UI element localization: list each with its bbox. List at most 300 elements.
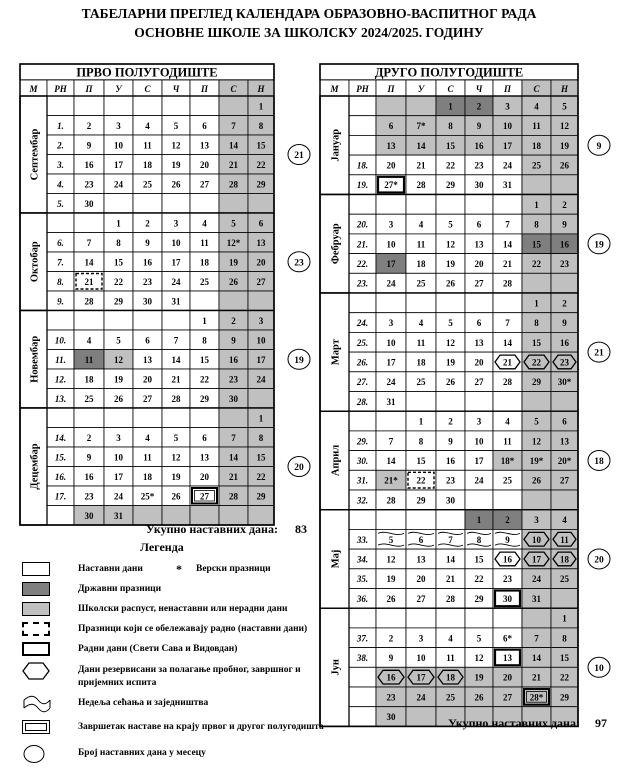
day-number: 6 xyxy=(476,318,482,329)
day-number: 24 xyxy=(114,491,123,502)
day-count: 23 xyxy=(294,258,304,269)
day-cell xyxy=(219,291,248,311)
day-number: 13 xyxy=(386,140,396,151)
day-number: 2 xyxy=(86,432,92,443)
day-number: 15 xyxy=(256,140,266,151)
day-number: 8 xyxy=(258,120,264,131)
day-number: 13 xyxy=(416,554,426,565)
header-label: Ч xyxy=(172,84,180,94)
day-number: 29 xyxy=(532,377,541,388)
semester-2-table xyxy=(320,64,610,726)
month-name: Март xyxy=(330,339,342,366)
week-number: 20. xyxy=(356,219,369,230)
day-number: 15 xyxy=(114,257,123,268)
day-count: 19 xyxy=(594,240,604,251)
day-number: 25 xyxy=(84,393,94,404)
day-number: 28* xyxy=(529,692,544,703)
header-label: У xyxy=(115,84,122,94)
day-cell xyxy=(376,608,406,628)
day-number: 14 xyxy=(503,337,512,348)
day-cell xyxy=(162,408,190,428)
day-number: 9 xyxy=(448,436,453,447)
week-cell xyxy=(349,707,376,727)
day-number: 14 xyxy=(446,554,455,565)
month-name: Септембар xyxy=(29,128,41,181)
week-cell xyxy=(47,311,74,331)
day-number: 12 xyxy=(446,239,455,250)
week-number: 7. xyxy=(57,257,64,268)
day-number: 31 xyxy=(503,180,512,191)
day-number: 31 xyxy=(386,396,396,407)
month-name: Април xyxy=(330,444,342,477)
day-number: 10 xyxy=(474,436,484,447)
header-label: С xyxy=(144,84,151,94)
week-number: 9. xyxy=(57,296,64,307)
day-number: 7* xyxy=(416,121,426,132)
legend-label: Државни празници xyxy=(78,584,162,594)
month-name: Новембар xyxy=(29,335,41,383)
day-number: 26 xyxy=(171,179,181,190)
day-cell xyxy=(551,392,578,412)
day-cell xyxy=(376,195,406,215)
day-number: 16 xyxy=(84,159,94,170)
day-number: 1 xyxy=(116,218,121,229)
day-number: 27 xyxy=(474,377,484,388)
day-number: 10 xyxy=(114,140,123,151)
header-label: С xyxy=(533,84,540,94)
day-count: 9 xyxy=(596,141,602,152)
day-number: 19* xyxy=(529,455,544,466)
month-name: Јануар xyxy=(330,128,342,162)
day-number: 9 xyxy=(476,121,482,132)
day-number: 25 xyxy=(416,377,426,388)
hexagon-icon xyxy=(22,662,50,680)
day-number: 4 xyxy=(505,416,510,427)
day-number: 14 xyxy=(229,140,238,151)
day-number: 2 xyxy=(505,515,510,526)
day-cell xyxy=(162,311,190,331)
day-number: 27 xyxy=(143,393,152,404)
day-cell xyxy=(133,194,162,214)
day-cell xyxy=(190,408,219,428)
day-cell xyxy=(376,293,406,313)
header-label: П xyxy=(85,84,93,94)
header-label: РН xyxy=(356,84,369,94)
day-number: 23 xyxy=(560,258,569,269)
semester-2-total-value: 97 xyxy=(594,716,607,730)
title-line-2: ОСНОВНЕ ШКОЛЕ ЗА ШКОЛСКУ 2024/2025. ГОДИНУ xyxy=(134,25,484,40)
day-number: 21 xyxy=(532,672,541,683)
day-number: 20 xyxy=(200,159,209,170)
day-number: 12 xyxy=(386,554,396,565)
day-number: 30* xyxy=(557,377,572,388)
religious-label: Верски празници xyxy=(196,564,271,574)
day-cell xyxy=(465,608,493,628)
legend-item-teaching-days xyxy=(20,560,320,580)
day-number: 3 xyxy=(534,515,539,526)
day-number: 14 xyxy=(532,652,541,663)
week-number: 37. xyxy=(356,633,369,644)
day-number: 21 xyxy=(229,159,238,170)
day-number: 2 xyxy=(388,633,394,644)
day-number: 28 xyxy=(503,278,512,289)
day-number: 7 xyxy=(173,335,179,346)
day-number: 11 xyxy=(143,140,152,151)
day-number: 16 xyxy=(386,672,396,683)
semester-2-total-label: Укупно наставних дана: xyxy=(448,716,580,730)
day-number: 31 xyxy=(532,593,541,604)
month-name: Октобар xyxy=(29,241,41,283)
day-cell xyxy=(248,291,274,311)
week-number: 11. xyxy=(55,354,66,365)
day-number: 15 xyxy=(474,554,484,565)
day-cell xyxy=(248,194,274,214)
day-number: 28 xyxy=(386,495,396,506)
day-number: 6 xyxy=(418,534,424,545)
day-number: 21 xyxy=(446,574,455,585)
day-cell xyxy=(74,96,104,116)
legend-item-working-holidays xyxy=(20,620,320,640)
day-number: 19 xyxy=(446,258,455,269)
day-number: 22 xyxy=(200,374,209,385)
day-number: 5 xyxy=(388,534,394,545)
day-number: 27 xyxy=(200,491,209,502)
day-number: 21 xyxy=(416,160,426,171)
day-number: 16 xyxy=(503,554,512,565)
religious-mark: * xyxy=(176,562,182,576)
day-cell xyxy=(104,96,133,116)
day-number: 24 xyxy=(503,160,512,171)
week-number: 3. xyxy=(57,159,64,170)
week-number: 34. xyxy=(356,554,369,565)
day-number: 29 xyxy=(474,593,484,604)
day-cell xyxy=(406,195,436,215)
week-number: 31. xyxy=(356,475,369,486)
day-number: 11 xyxy=(560,534,569,545)
day-number: 26 xyxy=(171,491,181,502)
day-number: 12 xyxy=(532,436,541,447)
day-cell xyxy=(465,293,493,313)
day-number: 17 xyxy=(386,258,396,269)
day-number: 24 xyxy=(532,574,541,585)
week-number: 5. xyxy=(57,198,64,209)
day-cell xyxy=(551,273,578,293)
day-number: 29 xyxy=(114,296,123,307)
week-cell xyxy=(47,96,74,116)
day-cell xyxy=(493,195,522,215)
day-cell xyxy=(219,96,248,116)
day-number: 3 xyxy=(258,315,264,326)
day-number: 6 xyxy=(202,120,207,131)
week-number: 38. xyxy=(356,652,369,663)
day-number: 19 xyxy=(114,374,123,385)
day-number: 4 xyxy=(562,515,567,526)
day-number: 22 xyxy=(256,159,266,170)
week-number: 17. xyxy=(54,491,67,502)
day-number: 3 xyxy=(388,219,394,230)
day-cell xyxy=(406,608,436,628)
white-box-icon xyxy=(22,562,50,576)
day-count: 10 xyxy=(594,663,604,674)
week-cell xyxy=(349,135,376,155)
day-number: 14 xyxy=(171,354,181,365)
header-label: П xyxy=(387,84,395,94)
semester-1-total-label: Укупно наставних дана: xyxy=(146,522,278,536)
day-number: 7 xyxy=(534,633,539,644)
day-number: 21 xyxy=(503,258,512,269)
day-cell xyxy=(104,194,133,214)
day-cell xyxy=(406,510,436,530)
header-label: М xyxy=(29,84,38,94)
day-number: 24 xyxy=(386,377,396,388)
day-number: 7 xyxy=(86,237,92,248)
day-number: 19 xyxy=(560,140,569,151)
day-number: 17 xyxy=(532,554,541,565)
day-number: 18 xyxy=(560,554,569,565)
day-number: 24 xyxy=(256,374,266,385)
legend-item-school-break xyxy=(20,600,320,620)
day-number: 5 xyxy=(173,120,179,131)
day-cell xyxy=(74,311,104,331)
header-label: С xyxy=(447,84,454,94)
day-cell xyxy=(465,490,493,510)
day-cell xyxy=(376,510,406,530)
day-number: 22 xyxy=(256,471,266,482)
day-number: 23 xyxy=(84,179,94,190)
day-number: 4 xyxy=(418,219,424,230)
legend-item-state-holidays xyxy=(20,580,320,600)
day-number: 22 xyxy=(114,276,123,287)
day-cell xyxy=(248,389,274,409)
week-cell xyxy=(47,506,74,526)
header-label: М xyxy=(330,84,339,94)
day-number: 16 xyxy=(474,140,484,151)
day-number: 8 xyxy=(562,633,567,644)
day-number: 8 xyxy=(418,436,424,447)
day-cell xyxy=(551,490,578,510)
day-number: 3 xyxy=(116,120,121,131)
day-number: 12 xyxy=(560,121,569,132)
day-number: 2 xyxy=(231,315,236,326)
header-label: Ч xyxy=(475,84,483,94)
day-number: 15 xyxy=(446,140,455,151)
day-number: 27 xyxy=(503,692,512,703)
day-number: 24 xyxy=(386,278,396,289)
day-number: 11 xyxy=(416,239,426,250)
day-number: 3 xyxy=(173,218,179,229)
day-number: 29 xyxy=(446,180,455,191)
semester-1-total xyxy=(146,522,307,537)
day-number: 13 xyxy=(560,436,569,447)
day-number: 11 xyxy=(200,237,209,248)
day-number: 18 xyxy=(143,159,152,170)
day-cell xyxy=(104,311,133,331)
week-cell xyxy=(349,608,376,628)
day-number: 10 xyxy=(386,337,396,348)
day-number: 9 xyxy=(86,452,92,463)
header-label: Н xyxy=(257,84,265,94)
day-number: 25* xyxy=(140,491,155,502)
day-number: 18 xyxy=(200,257,209,268)
day-number: 1 xyxy=(534,199,539,210)
day-number: 14 xyxy=(84,257,94,268)
day-number: 23 xyxy=(143,276,152,287)
day-number: 10 xyxy=(416,652,426,663)
day-number: 6 xyxy=(476,219,482,230)
week-cell xyxy=(349,293,376,313)
day-number: 16 xyxy=(84,471,94,482)
day-number: 8 xyxy=(258,432,264,443)
day-number: 12* xyxy=(226,237,241,248)
week-number: 27. xyxy=(356,377,369,388)
day-cell xyxy=(436,392,465,412)
day-number: 20 xyxy=(474,357,484,368)
day-number: 27 xyxy=(200,179,209,190)
day-number: 11 xyxy=(532,121,541,132)
circle-icon xyxy=(22,744,46,764)
day-cell xyxy=(406,96,436,116)
day-number: 16 xyxy=(446,455,455,466)
week-number: 10. xyxy=(54,335,67,346)
legend-label: Број наставних дана у месецу xyxy=(78,748,206,758)
day-number: 28 xyxy=(229,179,238,190)
day-cell xyxy=(522,175,551,195)
day-number: 30 xyxy=(474,180,484,191)
day-number: 28 xyxy=(84,296,94,307)
header-label: С xyxy=(230,84,237,94)
day-number: 17 xyxy=(171,257,181,268)
day-number: 15 xyxy=(416,455,426,466)
day-cell xyxy=(551,175,578,195)
day-number: 16 xyxy=(560,239,569,250)
day-number: 18 xyxy=(416,258,426,269)
legend-item-remembrance-week xyxy=(20,694,320,714)
day-count: 21 xyxy=(594,348,604,359)
day-number: 2 xyxy=(562,298,567,309)
month-name: Децембар xyxy=(29,443,41,490)
day-number: 6 xyxy=(388,121,394,132)
day-number: 9 xyxy=(388,652,394,663)
day-number: 31 xyxy=(171,296,181,307)
day-number: 23 xyxy=(386,692,396,703)
day-number: 22 xyxy=(560,672,569,683)
day-number: 1 xyxy=(562,613,567,624)
day-cell xyxy=(406,392,436,412)
day-number: 1 xyxy=(258,101,264,112)
day-number: 18* xyxy=(500,455,515,466)
day-number: 27 xyxy=(474,278,484,289)
day-number: 19 xyxy=(171,159,181,170)
week-cell xyxy=(47,213,74,233)
day-number: 8 xyxy=(534,219,539,230)
day-cell xyxy=(133,96,162,116)
day-number: 27 xyxy=(560,475,569,486)
day-cell xyxy=(190,291,219,311)
day-cell xyxy=(522,608,551,628)
day-number: 25 xyxy=(143,179,152,190)
day-number: 1 xyxy=(476,515,482,526)
day-number: 23 xyxy=(560,357,569,368)
thick-box-icon xyxy=(22,642,50,656)
day-number: 20* xyxy=(557,455,572,466)
day-number: 28 xyxy=(503,377,512,388)
semester-1-total-value: 83 xyxy=(294,522,307,536)
day-number: 13 xyxy=(474,337,484,348)
day-number: 14 xyxy=(416,140,426,151)
day-cell xyxy=(190,194,219,214)
day-number: 17 xyxy=(386,357,396,368)
day-number: 30 xyxy=(386,712,396,723)
week-cell xyxy=(349,687,376,707)
day-number: 4 xyxy=(86,335,92,346)
day-cell xyxy=(219,194,248,214)
day-number: 27* xyxy=(384,180,398,191)
day-number: 30 xyxy=(143,296,152,307)
day-number: 21 xyxy=(171,374,181,385)
day-number: 13 xyxy=(503,652,512,663)
day-number: 12 xyxy=(114,354,123,365)
week-cell xyxy=(349,96,376,116)
day-number: 2 xyxy=(448,416,453,427)
week-number: 2. xyxy=(57,140,64,151)
day-cell xyxy=(376,96,406,116)
day-cell xyxy=(406,293,436,313)
day-number: 20 xyxy=(200,471,209,482)
day-number: 26 xyxy=(229,276,238,287)
day-number: 22 xyxy=(446,160,455,171)
day-number: 26 xyxy=(114,393,123,404)
day-number: 3 xyxy=(418,633,424,644)
legend-item-semester-end xyxy=(20,718,324,738)
week-number: 36. xyxy=(356,593,369,604)
day-number: 17 xyxy=(256,354,266,365)
day-number: 10 xyxy=(171,237,181,248)
day-count: 20 xyxy=(594,555,604,566)
week-number: 23. xyxy=(356,278,369,289)
legend-label: Радни дани (Свети Сава и Видовдан) xyxy=(78,644,238,654)
week-cell xyxy=(349,510,376,530)
day-number: 28 xyxy=(446,593,455,604)
day-number: 28 xyxy=(171,393,181,404)
day-number: 21 xyxy=(229,471,238,482)
day-number: 16 xyxy=(229,354,238,365)
day-cell xyxy=(104,408,133,428)
day-number: 1 xyxy=(418,416,424,427)
month-name: Јун xyxy=(330,659,342,676)
day-cell xyxy=(74,408,104,428)
day-number: 8 xyxy=(116,237,121,248)
day-number: 15 xyxy=(532,337,541,348)
day-number: 28 xyxy=(229,491,238,502)
header-label: РН xyxy=(54,84,67,94)
day-number: 1 xyxy=(258,413,264,424)
day-number: 3 xyxy=(388,318,394,329)
legend-item-working-days xyxy=(20,640,320,660)
day-number: 21 xyxy=(84,276,94,287)
day-number: 7 xyxy=(388,436,394,447)
day-count: 19 xyxy=(294,355,304,366)
day-number: 13 xyxy=(474,239,484,250)
day-cell xyxy=(436,195,465,215)
day-number: 4 xyxy=(145,432,150,443)
day-number: 23 xyxy=(84,491,94,502)
day-number: 15 xyxy=(200,354,209,365)
day-cell xyxy=(162,96,190,116)
day-number: 17 xyxy=(416,672,426,683)
day-number: 3 xyxy=(505,101,510,112)
day-number: 13 xyxy=(256,237,266,248)
day-number: 12 xyxy=(446,337,455,348)
